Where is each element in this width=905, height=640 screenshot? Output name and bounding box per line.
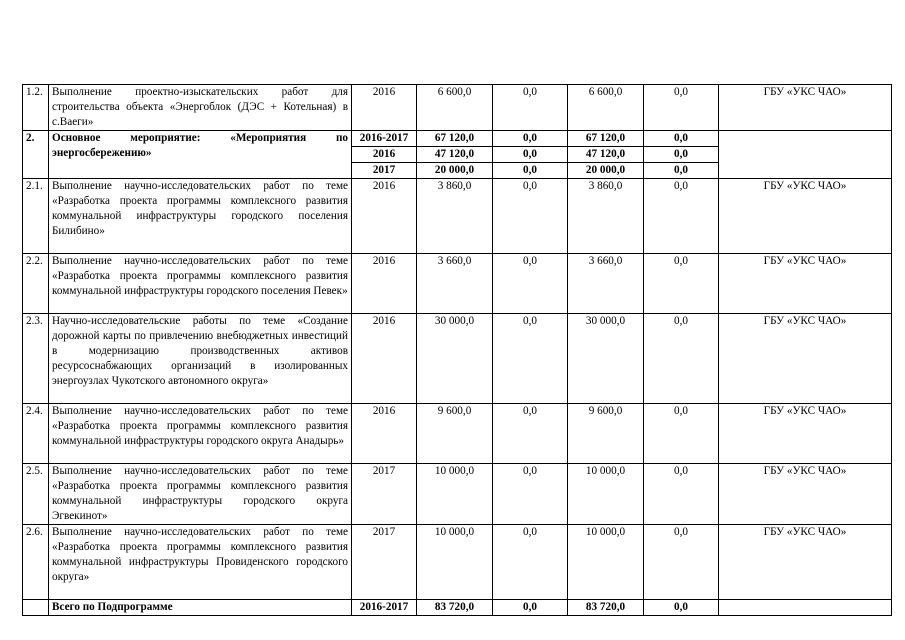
row-col3: 0,0 (644, 314, 719, 404)
row-col3: 0,0 (644, 131, 719, 147)
row-executor: ГБУ «УКС ЧАО» (719, 525, 892, 600)
row-col2: 83 720,0 (568, 600, 644, 616)
row-total: 10 000,0 (417, 464, 493, 525)
row-col3: 0,0 (644, 163, 719, 179)
row-total: 67 120,0 (417, 131, 493, 147)
row-year: 2016-2017 (352, 131, 417, 147)
row-col2: 20 000,0 (568, 163, 644, 179)
row-col1: 0,0 (493, 525, 568, 600)
row-col2: 3 660,0 (568, 254, 644, 314)
row-col1: 0,0 (493, 147, 568, 163)
row-year: 2016 (352, 404, 417, 464)
row-col1: 0,0 (493, 464, 568, 525)
row-executor: ГБУ «УКС ЧАО» (719, 464, 892, 525)
row-title: Выполнение научно-исследовательских работ по теме «Разработка проекта программы комплексного развития коммунальной инфраструктуры городского поселения Билибино» (49, 179, 352, 254)
row-executor: ГБУ «УКС ЧАО» (719, 179, 892, 254)
row-col2: 67 120,0 (568, 131, 644, 147)
row-col1: 0,0 (493, 131, 568, 147)
row-year: 2016 (352, 314, 417, 404)
row-total: 10 000,0 (417, 525, 493, 600)
table-row (23, 85, 892, 131)
row-col2: 10 000,0 (568, 525, 644, 600)
row-number: 2. (23, 131, 49, 179)
row-total: 9 600,0 (417, 404, 493, 464)
row-number: 1.2. (23, 85, 49, 131)
row-number: 2.6. (23, 525, 49, 600)
row-title: Выполнение научно-исследовательских работ по теме «Разработка проекта программы комплексного развития коммунальной инфраструктуры городского округа Эгвекинот» (49, 464, 352, 525)
row-title: Всего по Подпрограмме (49, 600, 352, 616)
table-row (23, 464, 892, 525)
row-year: 2017 (352, 163, 417, 179)
budget-table (22, 84, 892, 616)
row-title: Выполнение научно-исследовательских работ по теме «Разработка проекта программы комплексного развития коммунальной инфраструктуры городского округа Анадырь» (49, 404, 352, 464)
row-number: 2.4. (23, 404, 49, 464)
row-year: 2016 (352, 179, 417, 254)
row-col3: 0,0 (644, 464, 719, 525)
row-col3: 0,0 (644, 600, 719, 616)
row-col1: 0,0 (493, 600, 568, 616)
row-title: Выполнение научно-исследовательских работ по теме «Разработка проекта программы комплексного развития коммунальной инфраструктуры Провиденского городского округа» (49, 525, 352, 600)
row-col2: 10 000,0 (568, 464, 644, 525)
row-col3: 0,0 (644, 85, 719, 131)
row-col3: 0,0 (644, 525, 719, 600)
row-col3: 0,0 (644, 179, 719, 254)
row-executor: ГБУ «УКС ЧАО» (719, 314, 892, 404)
row-title: Основное мероприятие: «Мероприятия по энергосбережению» (49, 131, 352, 179)
total-row (23, 600, 892, 616)
row-total: 47 120,0 (417, 147, 493, 163)
row-col2: 47 120,0 (568, 147, 644, 163)
row-year: 2017 (352, 525, 417, 600)
row-col3: 0,0 (644, 147, 719, 163)
row-total: 83 720,0 (417, 600, 493, 616)
row-col2: 30 000,0 (568, 314, 644, 404)
row-col1: 0,0 (493, 254, 568, 314)
row-number: 2.2. (23, 254, 49, 314)
row-total: 6 600,0 (417, 85, 493, 131)
row-number: 2.3. (23, 314, 49, 404)
row-col1: 0,0 (493, 314, 568, 404)
row-col1: 0,0 (493, 179, 568, 254)
row-title: Выполнение проектно-изыскательских работ для строительства объекта «Энергоблок (ДЭС + Котельная) в с.Ваеги» (49, 85, 352, 131)
row-executor: ГБУ «УКС ЧАО» (719, 404, 892, 464)
row-executor: ГБУ «УКС ЧАО» (719, 254, 892, 314)
row-title: Выполнение научно-исследовательских работ по теме «Разработка проекта программы комплексного развития коммунальной инфраструктуры городского поселения Певек» (49, 254, 352, 314)
table-row (23, 314, 892, 404)
row-title: Научно-исследовательские работы по теме «Создание дорожной карты по привлечению внебюджетных инвестиций в модернизацию производственных активов ресурсоснабжающих организаций в изолированных энергоузлах Чукотского автономного округа» (49, 314, 352, 404)
row-number: 2.5. (23, 464, 49, 525)
row-total: 30 000,0 (417, 314, 493, 404)
row-col1: 0,0 (493, 85, 568, 131)
row-col3: 0,0 (644, 404, 719, 464)
row-number: 2.1. (23, 179, 49, 254)
table-row (23, 404, 892, 464)
row-col3: 0,0 (644, 254, 719, 314)
table-row (23, 525, 892, 600)
table-row (23, 179, 892, 254)
row-year: 2016-2017 (352, 600, 417, 616)
row-executor (719, 131, 892, 179)
row-year: 2016 (352, 254, 417, 314)
row-year: 2016 (352, 85, 417, 131)
row-executor: ГБУ «УКС ЧАО» (719, 85, 892, 131)
row-number (23, 600, 49, 616)
table-row (23, 254, 892, 314)
row-col2: 9 600,0 (568, 404, 644, 464)
row-total: 3 660,0 (417, 254, 493, 314)
row-total: 3 860,0 (417, 179, 493, 254)
row-year: 2017 (352, 464, 417, 525)
row-executor (719, 600, 892, 616)
row-total: 20 000,0 (417, 163, 493, 179)
table-row (23, 131, 892, 147)
row-col2: 6 600,0 (568, 85, 644, 131)
row-col1: 0,0 (493, 163, 568, 179)
row-col1: 0,0 (493, 404, 568, 464)
row-year: 2016 (352, 147, 417, 163)
row-col2: 3 860,0 (568, 179, 644, 254)
